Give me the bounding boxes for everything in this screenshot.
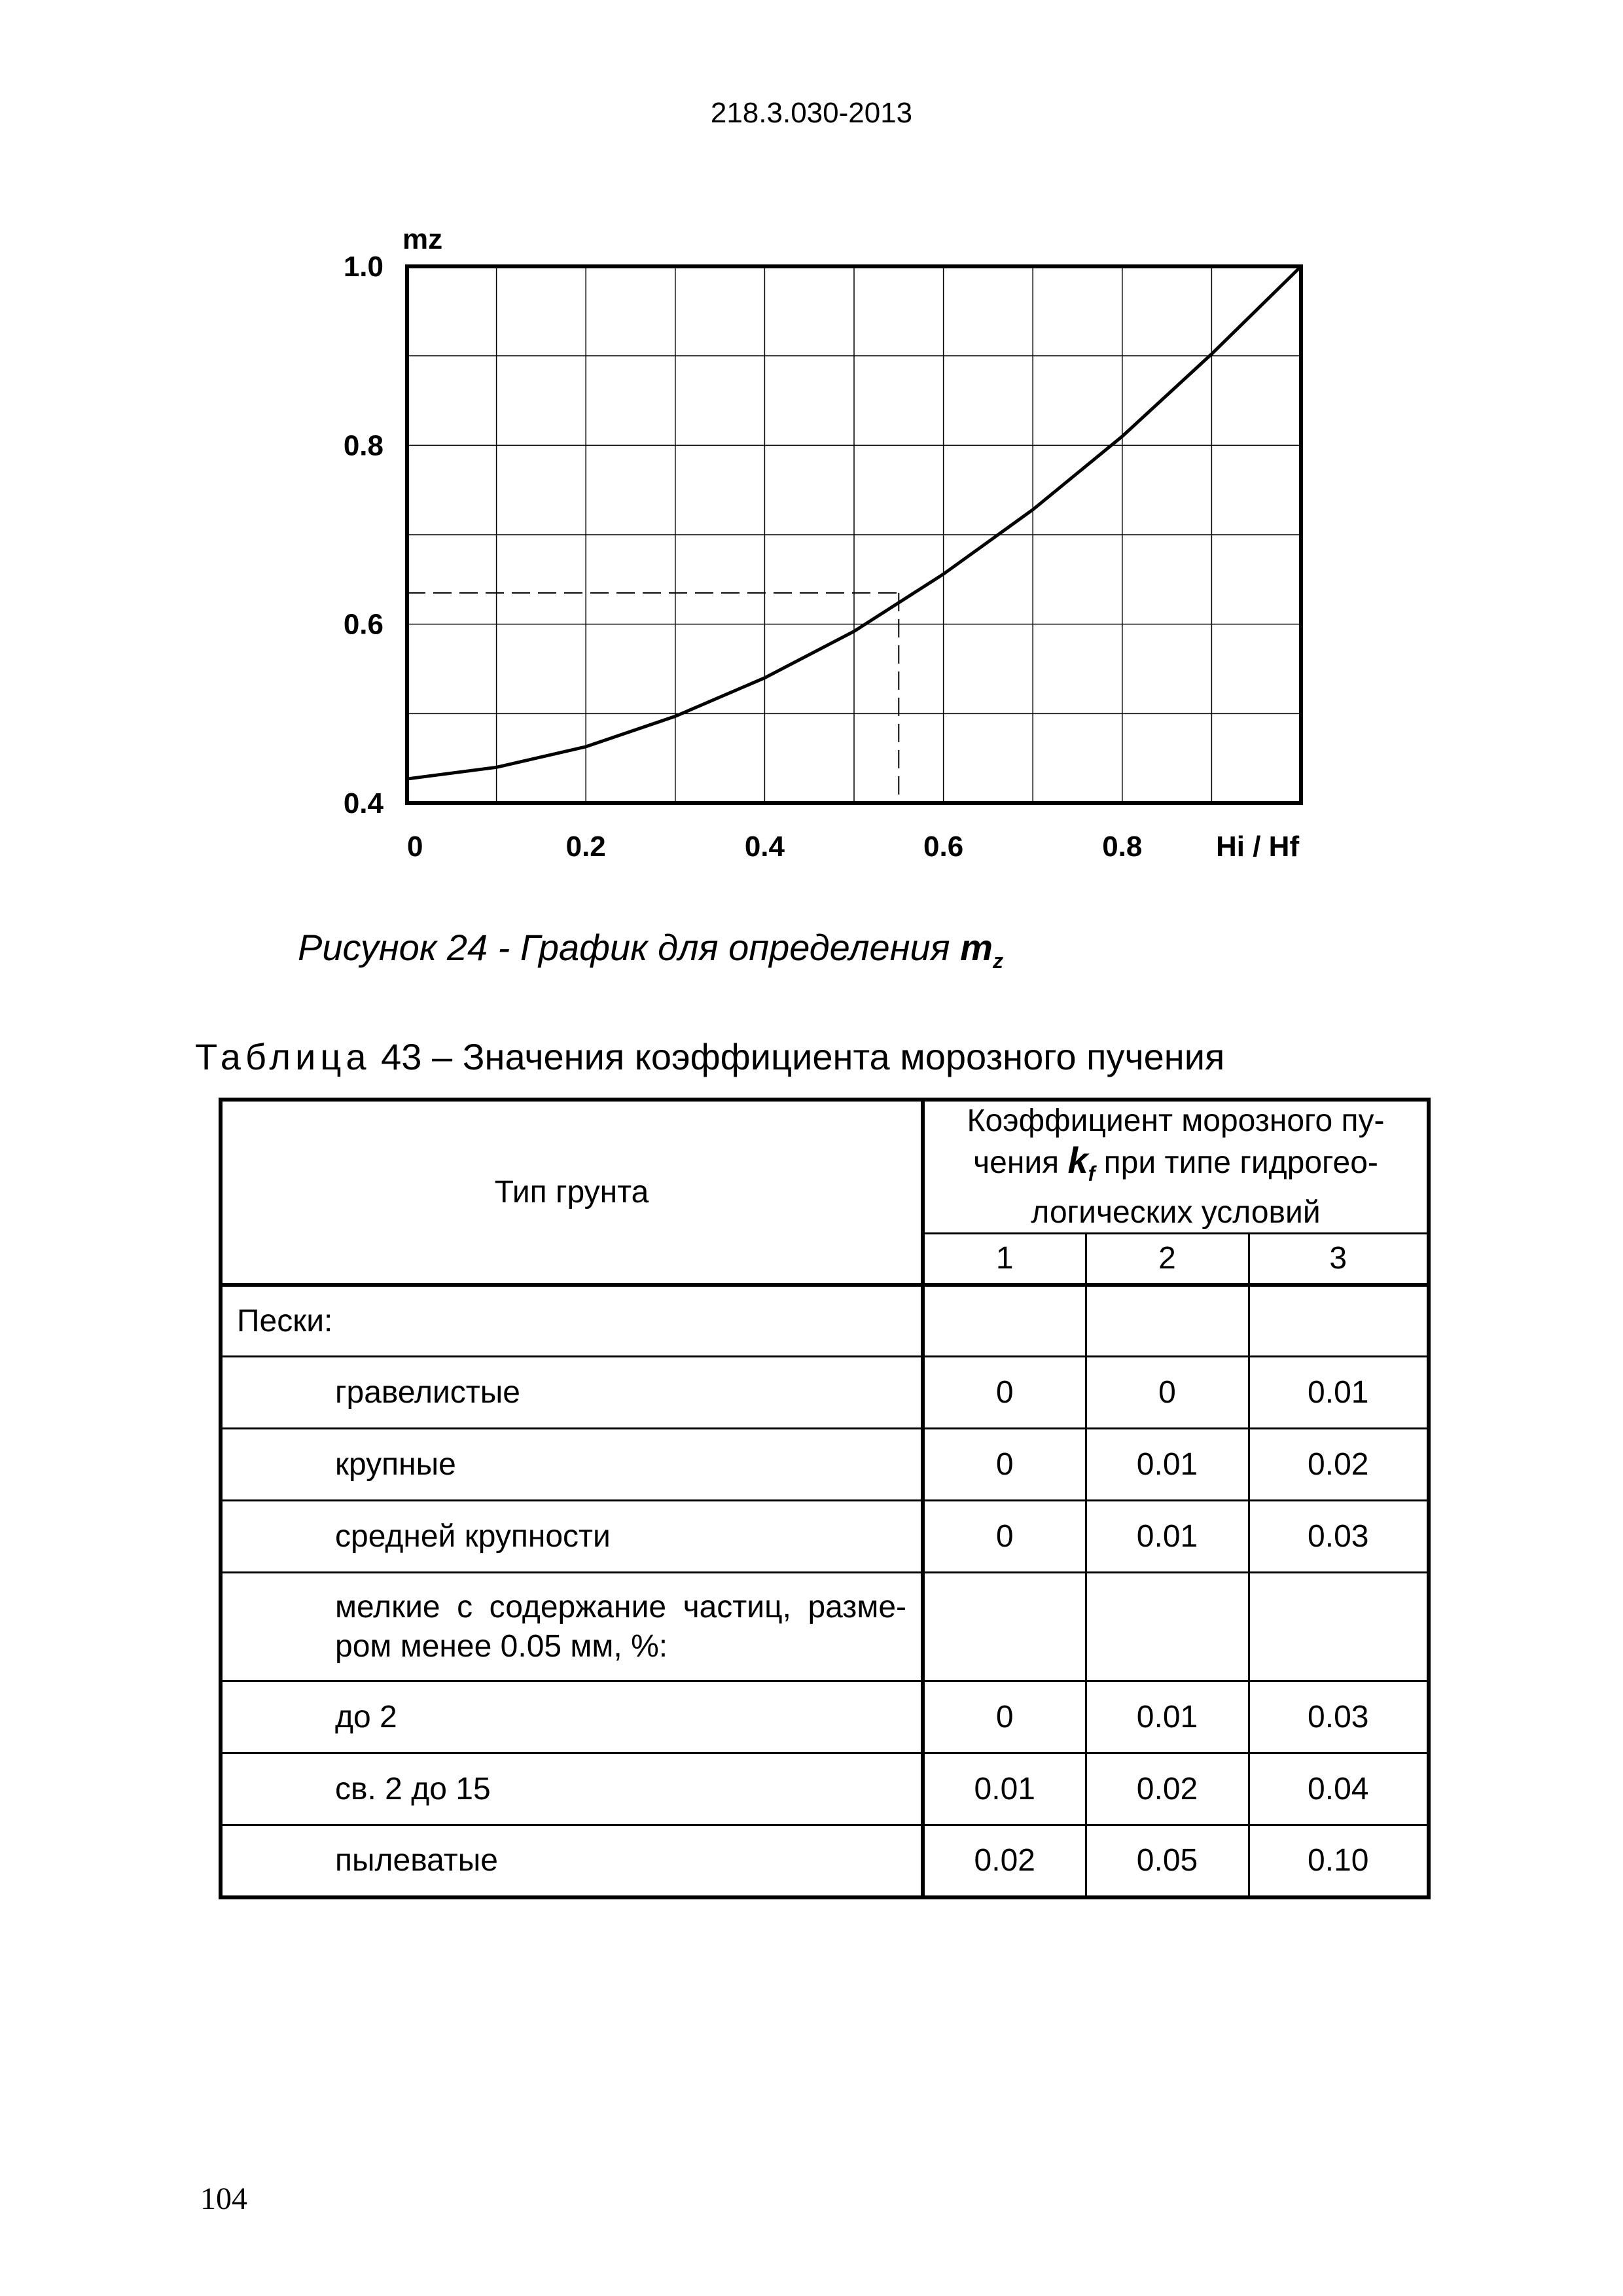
cell-value: 0.03 (1249, 1681, 1429, 1753)
header-condition-3: 3 (1249, 1234, 1429, 1285)
cell-value (923, 1573, 1086, 1681)
table-row (221, 1501, 1429, 1573)
cell-value: 0 (923, 1357, 1086, 1429)
x-tick-labels (407, 831, 1142, 863)
cell-value: 0.01 (1086, 1429, 1249, 1501)
table-title (195, 1035, 1224, 1078)
header-condition-1: 1 (923, 1234, 1086, 1285)
figure-caption-text: Рисунок 24 - График для определения (298, 927, 961, 968)
table-row (221, 1357, 1429, 1429)
cell-value: 0.10 (1249, 1825, 1429, 1897)
y-axis-label (402, 223, 442, 255)
y-tick-labels (344, 251, 384, 819)
cell-value: 0.01 (923, 1753, 1086, 1825)
cell-value: 0.01 (1086, 1501, 1249, 1573)
cell-value: 0.03 (1249, 1501, 1429, 1573)
figure-caption-symbol: $m_z$ (960, 927, 1003, 973)
cell-value: 0.01 (1249, 1357, 1429, 1429)
header-coefficient: Коэффициент морозного пу- чения $k_f$ при типе гидрогео- логических условий (923, 1100, 1429, 1234)
cell-value: 0 (923, 1681, 1086, 1753)
cell-value: 0.05 (1086, 1825, 1249, 1897)
figure-caption (298, 926, 1003, 973)
cell-value: 0 (1086, 1357, 1249, 1429)
table-title-text: 43 – Значения коэффициента морозного пучения (370, 1036, 1225, 1077)
cell-value: 0.02 (1086, 1753, 1249, 1825)
x-axis-label: Hi / Hf (1216, 831, 1300, 863)
y-tick-label: 1.0 (343, 251, 383, 283)
row-label: св. 2 до 15 (221, 1753, 923, 1825)
row-label: до 2 (221, 1681, 923, 1753)
table-row (221, 1285, 1429, 1357)
x-tick-label: 0.2 (565, 831, 606, 863)
header-soil-type: Тип грунта (221, 1100, 923, 1285)
x-tick-label: 0 (407, 831, 423, 863)
kf-symbol: $k_f$ (1067, 1139, 1096, 1186)
cell-value: 0.01 (1086, 1681, 1249, 1753)
row-label: крупные (221, 1429, 923, 1501)
table-row (221, 1429, 1429, 1501)
table-title-prefix: Таблица (195, 1036, 371, 1077)
header-condition-2: 2 (1086, 1234, 1249, 1285)
y-axis-label-main: mz (402, 223, 443, 255)
row-label: пылеватые (221, 1825, 923, 1897)
cell-value: 0.02 (923, 1825, 1086, 1897)
y-tick-label: 0.6 (343, 608, 383, 641)
y-tick-label: 0.8 (343, 429, 383, 462)
table-row (221, 1681, 1429, 1753)
mz-chart (0, 0, 1623, 929)
row-label: мелкие с содержание частиц, разме-ром менее 0.05 мм, %: (221, 1573, 923, 1681)
row-label: гравелистые (221, 1357, 923, 1429)
cell-value (1249, 1573, 1429, 1681)
x-tick-label: 0.8 (1102, 831, 1143, 863)
x-tick-label: 0.6 (923, 831, 964, 863)
y-tick-label: 0.4 (343, 787, 383, 819)
chart-grid (407, 266, 1301, 803)
cell-value: 0.02 (1249, 1429, 1429, 1501)
table-row (221, 1753, 1429, 1825)
cell-value: 0.04 (1249, 1753, 1429, 1825)
frost-heave-table (219, 1098, 1431, 1899)
cell-value: 0 (923, 1501, 1086, 1573)
document-code: 218.3.030-2013 (710, 97, 913, 129)
cell-value: 0 (923, 1429, 1086, 1501)
table-row (221, 1573, 1429, 1681)
x-tick-label: 0.4 (744, 831, 785, 863)
group-label: Пески: (221, 1285, 923, 1357)
cell-value (1086, 1573, 1249, 1681)
row-label: средней крупности (221, 1501, 923, 1573)
table-row (221, 1825, 1429, 1897)
page-number: 104 (200, 2181, 247, 2216)
